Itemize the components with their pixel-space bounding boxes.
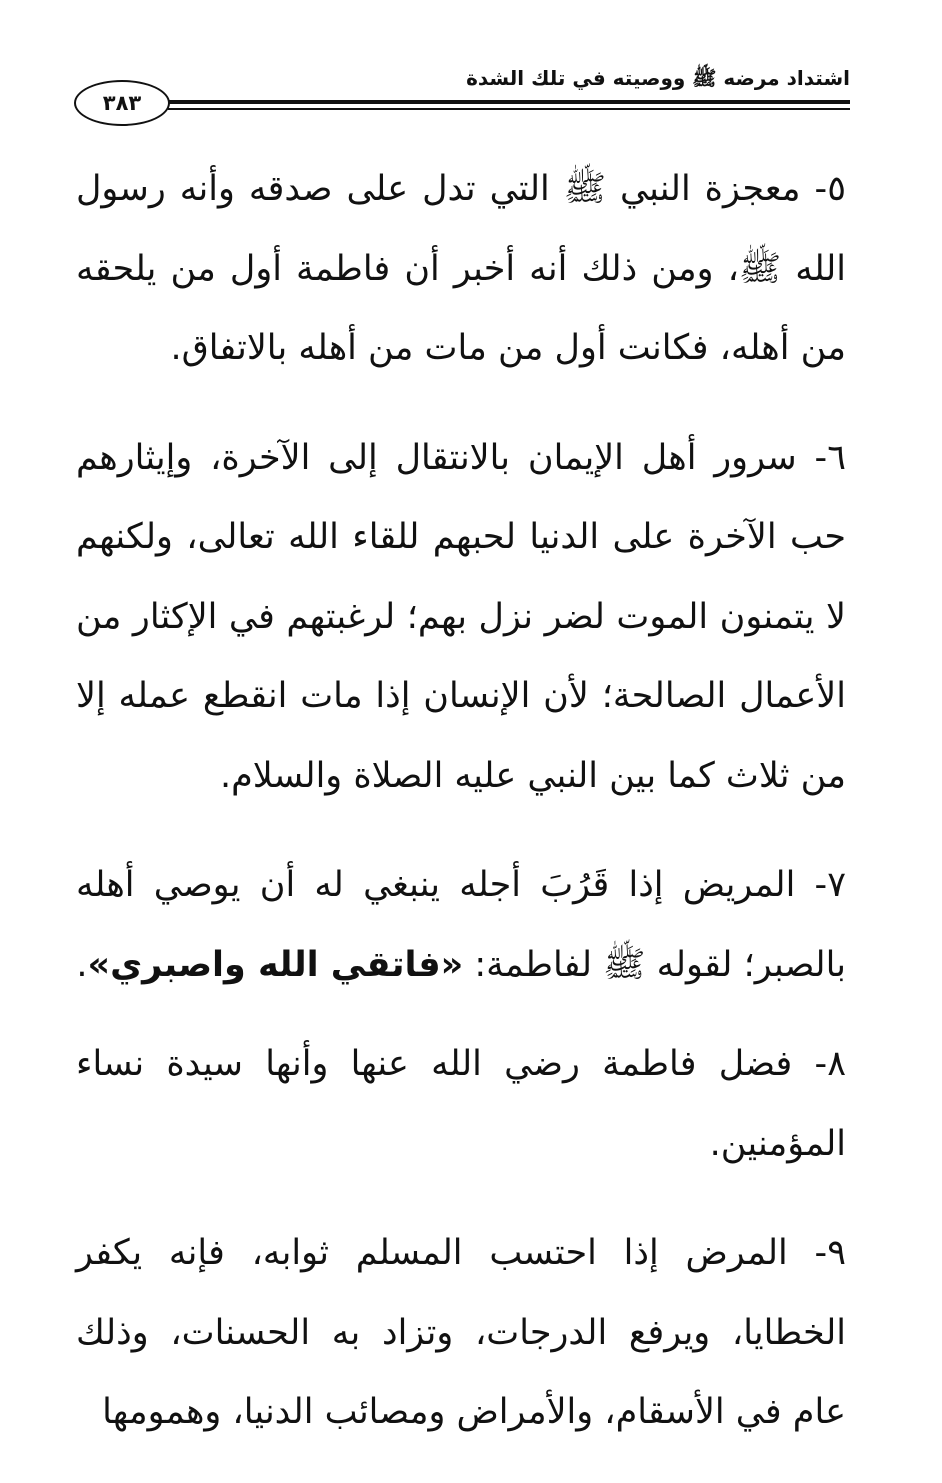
header-rule-thin bbox=[168, 108, 850, 110]
point-7-hadith-quote: «فاتقي الله واصبري» bbox=[87, 944, 464, 985]
point-6: ٦- سرور أهل الإيمان بالانتقال إلى الآخرة، وإيثارهم حب الآخرة على الدنيا لحبهم للقاء الله تعالى، ولكنهم لا يتمنون الموت لضر نزل بهم؛ لرغبتهم في الإكثار من الأعمال الصالحة؛ لأن الإنسان إذا مات انقطع عمله إلا من ثلاث كما بين النبي عليه الصلاة والسلام. bbox=[76, 437, 846, 796]
body-text bbox=[76, 150, 846, 1483]
page-number: ٣٨٣ bbox=[102, 91, 142, 115]
running-header-title: اشتداد مرضه ﷺ ووصيته في تلك الشدة bbox=[466, 66, 850, 90]
header-rule-thick bbox=[168, 100, 850, 104]
point-8: ٨- فضل فاطمة رضي الله عنها وأنها سيدة نساء المؤمنين. bbox=[76, 1044, 846, 1164]
point-7-text: ٧- المريض إذا قَرُبَ أجله ينبغي له أن يوصي أهله بالصبر؛ لقوله ﷺ لفاطمة: bbox=[76, 865, 846, 985]
page-number-badge bbox=[74, 80, 170, 126]
point-9: ٩- المرض إذا احتسب المسلم ثوابه، فإنه يكفر الخطايا، ويرفع الدرجات، وتزاد به الحسنات، وذلك عام في الأسقام، والأمراض ومصائب الدنيا، وهمومها bbox=[76, 1233, 846, 1432]
point-7-end: . bbox=[76, 944, 88, 985]
point-5: ٥- معجزة النبي ﷺ التي تدل على صدقه وأنه رسول الله ﷺ، ومن ذلك أنه أخبر أن فاطمة أول من يلحقه من أهله، فكانت أول من مات من أهله بالاتفاق. bbox=[76, 169, 846, 368]
point-7 bbox=[76, 846, 846, 1005]
